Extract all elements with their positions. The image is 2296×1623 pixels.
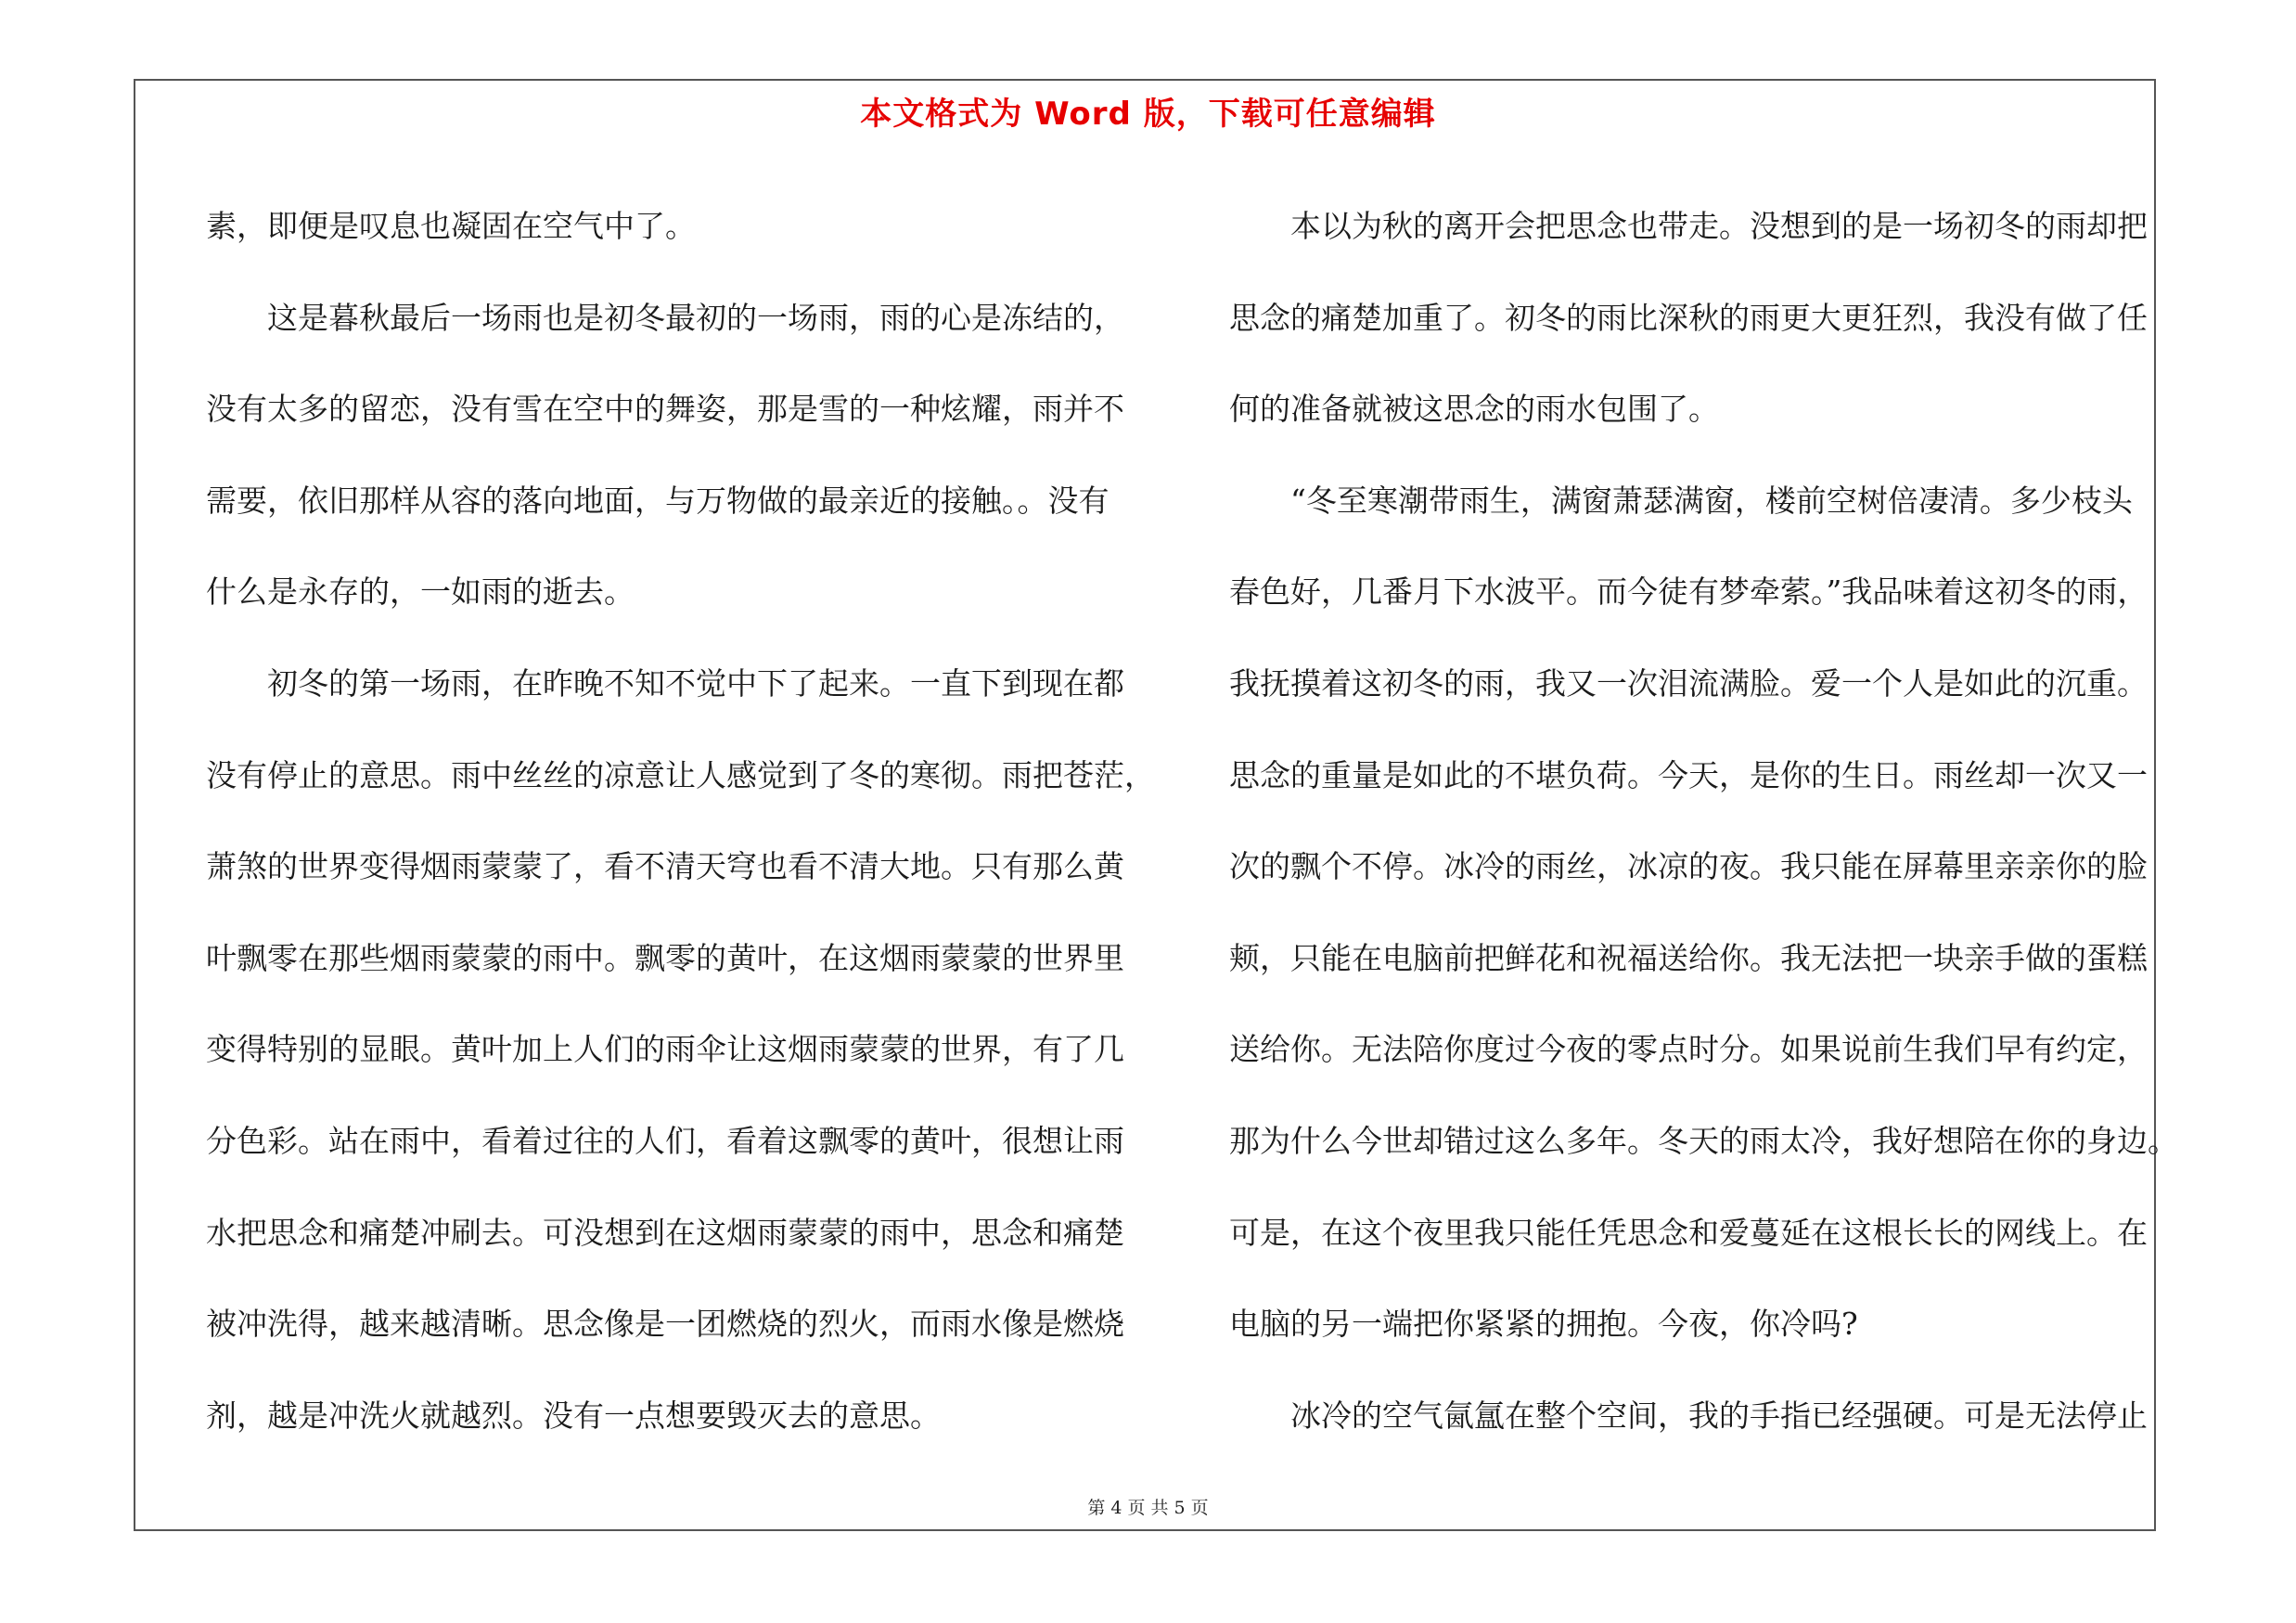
text-line: 剂，越是冲洗火就越烈。没有一点想要毁灭去的意思。 (206, 1397, 941, 1434)
text-line: 分色彩。站在雨中，看着过往的人们，看着这飘零的黄叶，很想让雨 (206, 1122, 1124, 1159)
text-line: 萧煞的世界变得烟雨蒙蒙了，看不清天穹也看不清大地。只有那么黄 (206, 848, 1124, 885)
text-line: 冰冷的空气氤氲在整个空间，我的手指已经强硬。可是无法停止 (1290, 1397, 2148, 1434)
text-line: 没有停止的意思。雨中丝丝的凉意让人感觉到了冬的寒彻。雨把苍茫， (206, 756, 1155, 793)
text-line: 初冬的第一场雨，在昨晚不知不觉中下了起来。一直下到现在都 (267, 664, 1124, 702)
text-line: 电脑的另一端把你紧紧的拥抱。今夜，你冷吗? (1229, 1306, 1858, 1343)
left-text-column (206, 181, 1155, 1462)
text-line: 水把思念和痛楚冲刷去。可没想到在这烟雨蒙蒙的雨中，思念和痛楚 (206, 1214, 1124, 1251)
text-line: 次的飘个不停。冰冷的雨丝，冰凉的夜。我只能在屏幕里亲亲你的脸 (1229, 848, 2148, 885)
page-number: 第 4 页 共 5 页 (1087, 1498, 1209, 1518)
text-line: 素，即便是叹息也凝固在空气中了。 (206, 208, 696, 244)
right-text-column (1229, 181, 2178, 1462)
text-line: “冬至寒潮带雨生，满窗萧瑟满窗，楼前空树倍凄清。多少枝头 (1290, 482, 2133, 519)
text-line: 被冲洗得，越来越清晰。思念像是一团燃烧的烈火，而雨水像是燃烧 (206, 1306, 1124, 1343)
text-line: 颊，只能在电脑前把鲜花和祝福送给你。我无法把一块亲手做的蛋糕 (1229, 939, 2148, 976)
text-line: 送给你。无法陪你度过今夜的零点时分。如果说前生我们早有约定， (1229, 1031, 2148, 1068)
text-line: 没有太多的留恋，没有雪在空中的舞姿，那是雪的一种炫耀，雨并不 (206, 391, 1124, 428)
text-line: 需要，依旧那样从容的落向地面，与万物做的最亲近的接触。。没有 (206, 482, 1110, 519)
text-line: 何的准备就被这思念的雨水包围了。 (1229, 391, 1719, 428)
text-line: 那为什么今世却错过这么多年。冬天的雨太冷，我好想陪在你的身边。 (1229, 1122, 2178, 1159)
text-line: 春色好，几番月下水波平。而今徒有梦牵萦。”我品味着这初冬的雨， (1229, 573, 2148, 611)
text-line: 这是暮秋最后一场雨也是初冬最初的一场雨，雨的心是冻结的， (267, 299, 1124, 336)
text-line: 思念的重量是如此的不堪负荷。今天，是你的生日。雨丝却一次又一 (1229, 756, 2148, 793)
text-line: 本以为秋的离开会把思念也带走。没想到的是一场初冬的雨却把 (1290, 208, 2148, 244)
text-line: 思念的痛楚加重了。初冬的雨比深秋的雨更大更狂烈，我没有做了任 (1229, 299, 2148, 336)
document-header: 本文格式为 Word 版，下载可任意编辑 (860, 96, 1436, 133)
text-line: 变得特别的显眼。黄叶加上人们的雨伞让这烟雨蒙蒙的世界，有了几 (206, 1031, 1124, 1068)
text-line: 叶飘零在那些烟雨蒙蒙的雨中。飘零的黄叶，在这烟雨蒙蒙的世界里 (206, 939, 1124, 976)
text-line: 可是，在这个夜里我只能任凭思念和爱蔓延在这根长长的网线上。在 (1229, 1214, 2148, 1251)
text-line: 我抚摸着这初冬的雨，我又一次泪流满脸。爱一个人是如此的沉重。 (1229, 664, 2148, 702)
text-line: 什么是永存的，一如雨的逝去。 (206, 573, 635, 611)
